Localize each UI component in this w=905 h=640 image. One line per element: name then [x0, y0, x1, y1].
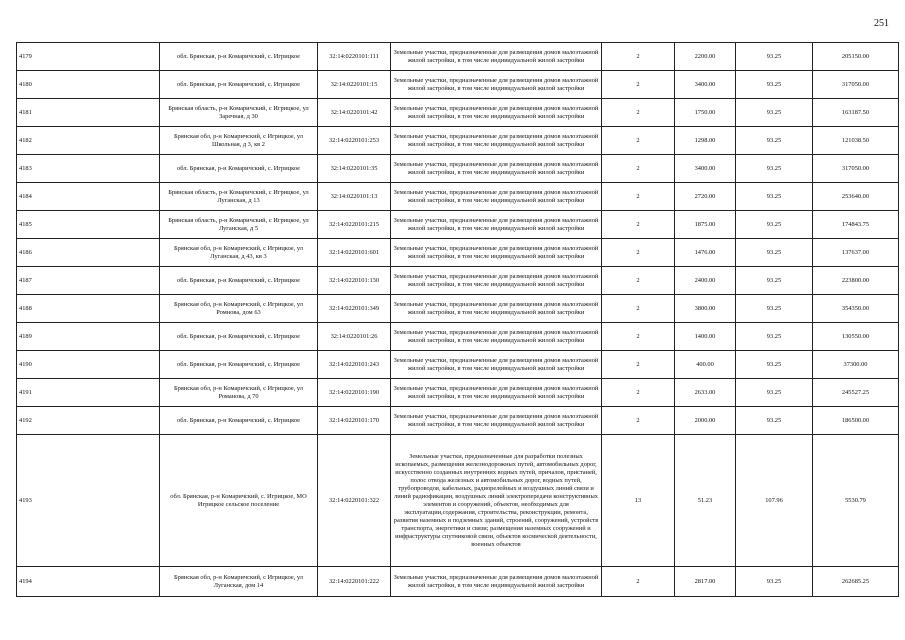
table-row — [17, 211, 899, 239]
specific-value-cell: 93.25 — [736, 407, 813, 435]
group-cell: 2 — [602, 127, 675, 155]
land-use-cell: Земельные участки, предназначенные для размещения домов малоэтажной жилой застройки, в том числе индивидуальной жилой застройки — [391, 323, 602, 351]
table-row — [17, 43, 899, 71]
address-cell: Брянская обл, р-н Комаричский, с Игрицкое, ул Романова, д 70 — [160, 379, 318, 407]
address-cell: обл. Брянская, р-н Комаричский, с. Игрицкое, МО Игрицкое сельское поселение — [160, 435, 318, 567]
land-use-cell: Земельные участки, предназначенные для размещения домов малоэтажной жилой застройки, в том числе индивидуальной жилой застройки — [391, 43, 602, 71]
table-row — [17, 183, 899, 211]
group-cell: 2 — [602, 295, 675, 323]
specific-value-cell: 107.96 — [736, 435, 813, 567]
cadastral-number-cell: 32:14:0220101:253 — [318, 127, 391, 155]
land-use-cell: Земельные участки, предназначенные для размещения домов малоэтажной жилой застройки, в том числе индивидуальной жилой застройки — [391, 295, 602, 323]
cadastral-value-cell: 245527.25 — [813, 379, 899, 407]
address-cell: Брянская область, р-н Комаричский, с Игрицкое, ул Луганская, д 13 — [160, 183, 318, 211]
specific-value-cell: 93.25 — [736, 567, 813, 597]
table-row — [17, 155, 899, 183]
specific-value-cell: 93.25 — [736, 183, 813, 211]
address-cell: обл. Брянская, р-н Комаричский, с. Игрицкое — [160, 267, 318, 295]
group-cell: 2 — [602, 71, 675, 99]
group-cell: 2 — [602, 155, 675, 183]
area-cell: 400.00 — [675, 351, 736, 379]
cadastral-value-cell: 121038.50 — [813, 127, 899, 155]
row-number-cell: 4193 — [17, 435, 160, 567]
row-number-cell: 4192 — [17, 407, 160, 435]
row-number-cell: 4185 — [17, 211, 160, 239]
land-use-cell: Земельные участки, предназначенные для размещения домов малоэтажной жилой застройки, в том числе индивидуальной жилой застройки — [391, 239, 602, 267]
land-use-cell: Земельные участки, предназначенные для размещения домов малоэтажной жилой застройки, в том числе индивидуальной жилой застройки — [391, 127, 602, 155]
specific-value-cell: 93.25 — [736, 379, 813, 407]
table-row — [17, 71, 899, 99]
address-cell: обл. Брянская, р-н Комаричский, с. Игрицкое — [160, 71, 318, 99]
address-cell: обл. Брянская, р-н Комаричский, с. Игрицкое — [160, 407, 318, 435]
group-cell: 2 — [602, 183, 675, 211]
address-cell: Брянская обл, р-н Комаричский, с Игрицкое, ул Школьная, д 3, кв 2 — [160, 127, 318, 155]
table-row — [17, 567, 899, 597]
land-use-cell: Земельные участки, предназначенные для размещения домов малоэтажной жилой застройки, в том числе индивидуальной жилой застройки — [391, 567, 602, 597]
address-cell: обл. Брянская, р-н Комаричский, с. Игрицкое — [160, 43, 318, 71]
group-cell: 2 — [602, 267, 675, 295]
group-cell: 2 — [602, 239, 675, 267]
table-row — [17, 239, 899, 267]
specific-value-cell: 93.25 — [736, 239, 813, 267]
row-number-cell: 4187 — [17, 267, 160, 295]
cadastral-number-cell: 32:14:0220101:15 — [318, 71, 391, 99]
area-cell: 51.23 — [675, 435, 736, 567]
group-cell: 13 — [602, 435, 675, 567]
cadastral-value-cell: 130550.00 — [813, 323, 899, 351]
area-cell: 1400.00 — [675, 323, 736, 351]
specific-value-cell: 93.25 — [736, 295, 813, 323]
address-cell: Брянская обл, р-н Комаричский, с Игрицкое, ул Ромнова, дом 63 — [160, 295, 318, 323]
row-number-cell: 4180 — [17, 71, 160, 99]
area-cell: 1875.00 — [675, 211, 736, 239]
row-number-cell: 4183 — [17, 155, 160, 183]
table-row — [17, 435, 899, 567]
cadastral-value-cell: 174843.75 — [813, 211, 899, 239]
table-row — [17, 127, 899, 155]
land-use-cell: Земельные участки, предназначенные для размещения домов малоэтажной жилой застройки, в том числе индивидуальной жилой застройки — [391, 379, 602, 407]
land-use-cell: Земельные участки, предназначенные для размещения домов малоэтажной жилой застройки, в том числе индивидуальной жилой застройки — [391, 351, 602, 379]
row-number-cell: 4179 — [17, 43, 160, 71]
area-cell: 3400.00 — [675, 155, 736, 183]
area-cell: 1750.00 — [675, 99, 736, 127]
cadastral-number-cell: 32:14:0220101:26 — [318, 323, 391, 351]
table-row — [17, 323, 899, 351]
cadastral-number-cell: 32:14:0220101:111 — [318, 43, 391, 71]
row-number-cell: 4194 — [17, 567, 160, 597]
cadastral-number-cell: 32:14:0220101:42 — [318, 99, 391, 127]
area-cell: 2000.00 — [675, 407, 736, 435]
group-cell: 2 — [602, 351, 675, 379]
row-number-cell: 4189 — [17, 323, 160, 351]
row-number-cell: 4190 — [17, 351, 160, 379]
cadastral-value-cell: 37300.00 — [813, 351, 899, 379]
land-register-table — [16, 42, 899, 597]
specific-value-cell: 93.25 — [736, 267, 813, 295]
cadastral-value-cell: 262685.25 — [813, 567, 899, 597]
cadastral-number-cell: 32:14:0220101:222 — [318, 567, 391, 597]
specific-value-cell: 93.25 — [736, 99, 813, 127]
cadastral-number-cell: 32:14:0220101:215 — [318, 211, 391, 239]
cadastral-value-cell: 354350.00 — [813, 295, 899, 323]
address-cell: обл. Брянская, р-н Комаричский, с. Игрицкое — [160, 351, 318, 379]
table-row — [17, 379, 899, 407]
group-cell: 2 — [602, 43, 675, 71]
land-use-cell: Земельные участки, предназначенные для размещения домов малоэтажной жилой застройки, в том числе индивидуальной жилой застройки — [391, 71, 602, 99]
cadastral-number-cell: 32:14:0220101:243 — [318, 351, 391, 379]
group-cell: 2 — [602, 567, 675, 597]
table-row — [17, 351, 899, 379]
row-number-cell: 4182 — [17, 127, 160, 155]
specific-value-cell: 93.25 — [736, 43, 813, 71]
cadastral-number-cell: 32:14:0220101:35 — [318, 155, 391, 183]
address-cell: Брянская область, р-н Комаричский, с Игрицкое, ул Заречная, д 30 — [160, 99, 318, 127]
specific-value-cell: 93.25 — [736, 71, 813, 99]
cadastral-value-cell: 253640.00 — [813, 183, 899, 211]
group-cell: 2 — [602, 99, 675, 127]
specific-value-cell: 93.25 — [736, 351, 813, 379]
cadastral-number-cell: 32:14:0220101:322 — [318, 435, 391, 567]
area-cell: 2817.00 — [675, 567, 736, 597]
cadastral-value-cell: 317050.00 — [813, 155, 899, 183]
address-cell: обл. Брянская, р-н Комаричский, с. Игрицкое — [160, 323, 318, 351]
cadastral-value-cell: 137637.00 — [813, 239, 899, 267]
row-number-cell: 4191 — [17, 379, 160, 407]
specific-value-cell: 93.25 — [736, 323, 813, 351]
area-cell: 2200.00 — [675, 43, 736, 71]
group-cell: 2 — [602, 379, 675, 407]
cadastral-number-cell: 32:14:0220101:130 — [318, 267, 391, 295]
cadastral-value-cell: 205150.00 — [813, 43, 899, 71]
cadastral-value-cell: 317050.00 — [813, 71, 899, 99]
specific-value-cell: 93.25 — [736, 211, 813, 239]
cadastral-number-cell: 32:14:0220101:13 — [318, 183, 391, 211]
cadastral-value-cell: 223800.00 — [813, 267, 899, 295]
area-cell: 3400.00 — [675, 71, 736, 99]
group-cell: 2 — [602, 323, 675, 351]
land-use-cell: Земельные участки, предназначенные для размещения домов малоэтажной жилой застройки, в том числе индивидуальной жилой застройки — [391, 183, 602, 211]
cadastral-number-cell: 32:14:0220101:190 — [318, 379, 391, 407]
row-number-cell: 4188 — [17, 295, 160, 323]
area-cell: 2720.00 — [675, 183, 736, 211]
land-use-cell: Земельные участки, предназначенные для размещения домов малоэтажной жилой застройки, в том числе индивидуальной жилой застройки — [391, 211, 602, 239]
specific-value-cell: 93.25 — [736, 127, 813, 155]
group-cell: 2 — [602, 407, 675, 435]
group-cell: 2 — [602, 211, 675, 239]
table-row — [17, 267, 899, 295]
specific-value-cell: 93.25 — [736, 155, 813, 183]
land-use-cell: Земельные участки, предназначенные для разработки полезных ископаемых, размещения железнодорожных путей, автомобильных дорог, искусственно созданных внутренних водных путей, причалов, пристаней, полос отвода железных и автомобильных дорог, водных путей, трубопроводов, кабельных, радиорелейных и воздушных линий связи и линий радиофикации, воздушных линий электропередачи конструктивных элементов и сооружений, объектов, необходимых для эксплуатации,содержания, строительства, реконструкции, ремонта, развития наземных и подземных зданий, строений, сооружений, устройств транспорта, энергетики и связи; размещения наземных сооружений и инфраструктуры спутниковой связи, объектов космической деятельности, военных объектов — [391, 435, 602, 567]
cadastral-value-cell: 5530.79 — [813, 435, 899, 567]
area-cell: 1476.00 — [675, 239, 736, 267]
table-row — [17, 407, 899, 435]
page-number: 251 — [874, 18, 889, 29]
address-cell: Брянская обл, р-н Комаричский, с Игрицкое, ул Луганская, д 43, кв 3 — [160, 239, 318, 267]
address-cell: обл. Брянская, р-н Комаричский, с. Игрицкое — [160, 155, 318, 183]
cadastral-number-cell: 32:14:0220101:170 — [318, 407, 391, 435]
land-use-cell: Земельные участки, предназначенные для размещения домов малоэтажной жилой застройки, в том числе индивидуальной жилой застройки — [391, 407, 602, 435]
land-use-cell: Земельные участки, предназначенные для размещения домов малоэтажной жилой застройки, в том числе индивидуальной жилой застройки — [391, 267, 602, 295]
address-cell: Брянская обл, р-н Комаричский, с Игрицкое, ул Луганская, дом 14 — [160, 567, 318, 597]
table-row — [17, 99, 899, 127]
address-cell: Брянская область, р-н Комаричский, с Игрицкое, ул Луганская, д 5 — [160, 211, 318, 239]
cadastral-value-cell: 163187.50 — [813, 99, 899, 127]
row-number-cell: 4186 — [17, 239, 160, 267]
row-number-cell: 4184 — [17, 183, 160, 211]
area-cell: 1298.00 — [675, 127, 736, 155]
cadastral-value-cell: 186500.00 — [813, 407, 899, 435]
table-row — [17, 295, 899, 323]
land-use-cell: Земельные участки, предназначенные для размещения домов малоэтажной жилой застройки, в том числе индивидуальной жилой застройки — [391, 99, 602, 127]
cadastral-number-cell: 32:14:0220101:601 — [318, 239, 391, 267]
row-number-cell: 4181 — [17, 99, 160, 127]
area-cell: 2400.00 — [675, 267, 736, 295]
area-cell: 3800.00 — [675, 295, 736, 323]
cadastral-number-cell: 32:14:0220101:349 — [318, 295, 391, 323]
area-cell: 2633.00 — [675, 379, 736, 407]
land-use-cell: Земельные участки, предназначенные для размещения домов малоэтажной жилой застройки, в том числе индивидуальной жилой застройки — [391, 155, 602, 183]
